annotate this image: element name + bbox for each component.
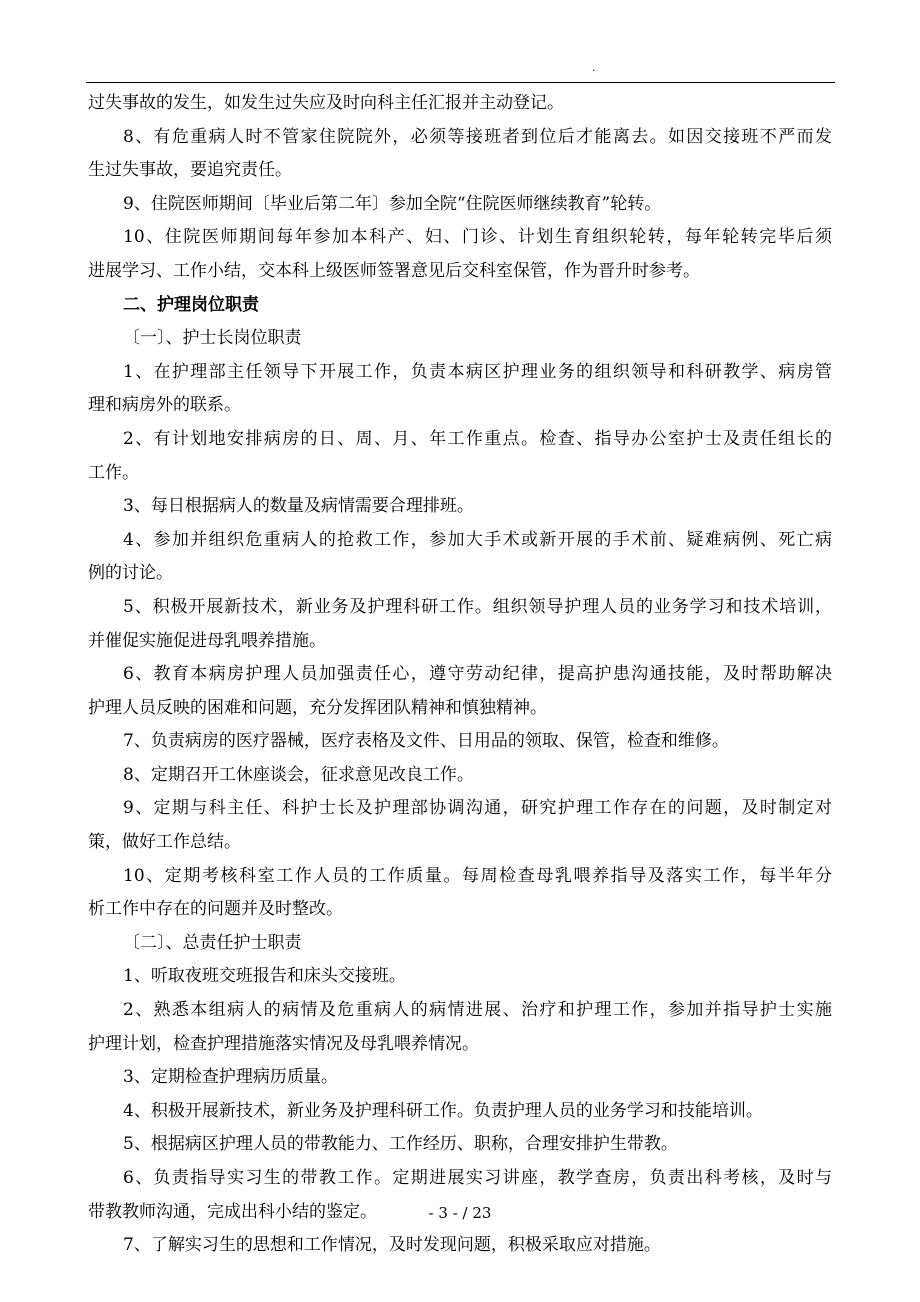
paragraph-line: 2、有计划地安排病房的日、周、月、年工作重点。检查、指导办公室护士及责任组长的 (123, 428, 832, 449)
header-rule (86, 82, 835, 83)
subsection-heading-chief-nurse: 〔二〕、总责任护士职责 (123, 932, 302, 953)
paragraph-line: 工作。 (88, 462, 139, 483)
paragraph-line: 7、负责病房的医疗器械，医疗表格及文件、日用品的领取、保管，检查和维修。 (123, 731, 729, 752)
paragraph-line: 7、了解实习生的思想和工作情况，及时发现问题，积极采取应对措施。 (123, 1235, 661, 1256)
paragraph-line: 过失事故的发生，如发生过失应及时向科主任汇报并主动登记。 (88, 93, 564, 113)
page-number: - 3 - / 23 (428, 1204, 492, 1222)
paragraph-line: 5、积极开展新技术，新业务及护理科研工作。组织领导护理人员的业务学习和技术培训， (123, 596, 832, 617)
paragraph-line: 8、定期召开工休座谈会，征求意见改良工作。 (123, 764, 474, 785)
paragraph-line: 3、每日根据病人的数量及病情需要合理排班。 (123, 496, 474, 517)
paragraph-line: 策，做好工作总结。 (88, 832, 241, 853)
paragraph-line: 理和病房外的联系。 (88, 395, 241, 416)
paragraph-line: 9、定期与科主任、科护士长及护理部协调沟通，研究护理工作存在的问题，及时制定对 (123, 798, 832, 819)
paragraph-line: 护理计划，检查护理措施落实情况及母乳喂养情况。 (88, 1033, 479, 1054)
paragraph-line: 6、教育本病房护理人员加强责任心，遵守劳动纪律，提高护患沟通技能，及时帮助解决 (123, 664, 832, 685)
paragraph-line: 例的讨论。 (88, 563, 173, 584)
paragraph-line: 析工作中存在的问题并及时整改。 (88, 899, 343, 920)
paragraph-line: 1、听取夜班交班报告和床头交接班。 (123, 966, 406, 987)
paragraph-line: 4、参加并组织危重病人的抢救工作，参加大手术或新开展的手术前、疑难病例、死亡病 (123, 529, 832, 550)
paragraph-line: 生过失事故，要追究责任。 (88, 160, 292, 181)
header-mark: . (592, 63, 596, 74)
paragraph-line: 9、住院医师期间〔毕业后第二年〕参加全院“住院医师继续教育”轮转。 (123, 193, 662, 214)
paragraph-line: 进展学习、工作小结，交本科上级医师签署意见后交科室保管，作为晋升时参考。 (88, 260, 700, 281)
paragraph-line: 10、住院医师期间每年参加本科产、妇、门诊、计划生育组织轮转，每年轮转完毕后须 (123, 227, 832, 248)
paragraph-line: 3、定期检查护理病历质量。 (123, 1067, 338, 1088)
subsection-heading-head-nurse: 〔一〕、护士长岗位职责 (123, 328, 302, 349)
document-body (88, 87, 832, 1263)
paragraph-line: 1、在护理部主任领导下开展工作，负责本病区护理业务的组织领导和科研教学、病房管 (123, 361, 832, 382)
paragraph-line: 带教教师沟通，完成出科小结的鉴定。 (88, 1201, 377, 1222)
paragraph-line: 2、熟悉本组病人的病情及危重病人的病情进展、治疗和护理工作，参加并指导护士实施 (123, 1000, 832, 1021)
paragraph-line: 10、定期考核科室工作人员的工作质量。每周检查母乳喂养指导及落实工作，每半年分 (123, 865, 832, 886)
paragraph-line: 8、有危重病人时不管家住院院外，必须等接班者到位后才能离去。如因交接班不严而发 (123, 126, 832, 147)
paragraph-line: 护理人员反映的困难和问题，充分发挥团队精神和慎独精神。 (88, 697, 547, 718)
paragraph-line: 6、负责指导实习生的带教工作。定期进展实习讲座，教学查房，负责出科考核，及时与 (123, 1168, 832, 1188)
paragraph-line: 4、积极开展新技术，新业务及护理科研工作。负责护理人员的业务学习和技能培训。 (123, 1100, 763, 1121)
paragraph-line: 5、根据病区护理人员的带教能力、工作经历、职称，合理安排护生带教。 (123, 1134, 678, 1155)
section-heading-nursing: 二、护理岗位职责 (123, 294, 259, 315)
paragraph-line: 并催促实施促进母乳喂养措施。 (88, 630, 326, 651)
